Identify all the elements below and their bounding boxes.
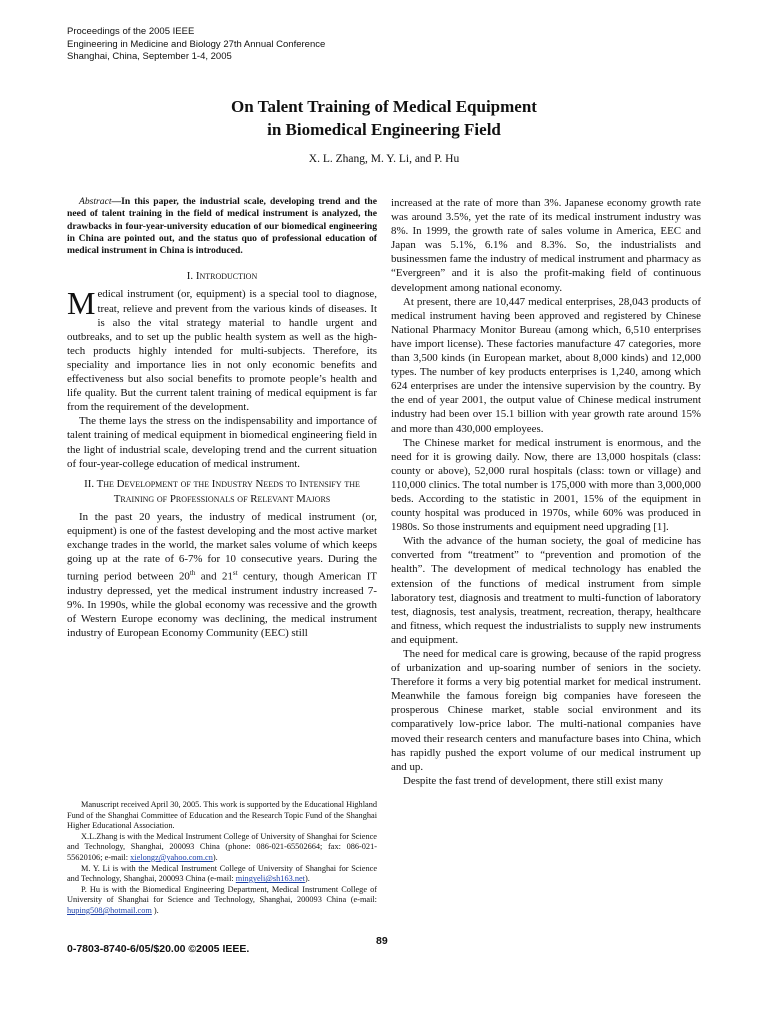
intro-paragraph-2: The theme lays the stress on the indispensability and importance of talent training of medical equipment in biomedical engineering field in the light of industrial scale, developing trend and the current situation of four-year-college education of medical instrument. (67, 415, 377, 470)
header-line-3: Shanghai, China, September 1-4, 2005 (67, 51, 232, 62)
right-column (391, 196, 701, 788)
title-line-1: On Talent Training of Medical Equipment (231, 97, 537, 116)
right-paragraph-5: The need for medical care is growing, because of the rapid progress of urbanization and up-soaring number of seniors in the society. Therefore it forms a very big potential market for medical instrument. Meanwhile the famous foreign big companies have foreseen the prosperous Chinese market, stable social environment and its comparatively low-price labor. The multi-national companies have moved their research centers and manufacture bases into China, which has rapidly pushed the export volume of our medical instrument up and up. (391, 648, 701, 773)
footnote-li (67, 864, 377, 885)
right-paragraph-3: The Chinese market for medical instrument is enormous, and the need for it is growing daily. Now, there are 13,000 hospitals (class: county or above), 52,000 rural hospitals (class: town or village) and 110,000 clinics. The total number is 175,000 with more than 3,000,000 beds. According to the statistic in 2001, 15% of the equipment in county hospital was produced in 1970s, while 60% was produced in 1980s. So those instruments and equipment need upgrading [1]. (391, 436, 701, 534)
drop-cap: M (67, 285, 96, 322)
development-paragraph-1 (67, 510, 377, 640)
email-link-zhang[interactable]: xielongz@yahoo.com.cn (130, 852, 213, 862)
left-column (67, 196, 377, 640)
footnote-zhang-text: X.L.Zhang is with the Medical Instrument College of University of Shanghai for Science and Technology, Shanghai, 200093 China (phone: 086-021-65502664; fax: 086-021-55620106; e-mail: (67, 831, 377, 862)
author-list: X. L. Zhang, M. Y. Li, and P. Hu (308, 153, 460, 165)
dev-text-a: In the past 20 years, the industry of medical instrument (or, equipment) is one of the fastest developing and the most active market exchange trades in the world, the market sales volume of which keeps going up at the rate of 6-7% for 10 consecutive years. During the turning period between 20 (67, 510, 377, 583)
section-heading-introduction: I. Introduction (186, 270, 258, 283)
footnote-manuscript: Manuscript received April 30, 2005. This work is supported by the Educational Highland Fund of the Shanghai Committee of Education and the Research Topic Fund of the Shanghai Higher Educational Association. (67, 800, 377, 831)
dev-text-b: and 21 (195, 570, 233, 583)
footnote-hu-end: ). (151, 905, 159, 915)
footnote-zhang-end: ). (212, 852, 218, 862)
abstract-label: Abstract (79, 196, 112, 207)
section-heading-development: II. The Development of the Industry Needs to Intensify the Training of Professionals of Relevant Majors (84, 477, 360, 505)
title-line-2: in Biomedical Engineering Field (267, 120, 501, 139)
right-paragraph-2: At present, there are 10,447 medical enterprises, 28,043 products of medical instrument having been approved and registered by Chinese National Pharmacy Monitor Bureau (among which, 6,510 enterprises have import license). These factories manufacture 47 categories, more than 3,500 kinds (in European market, about 8,000 kinds) and 12,000 types. The number of key products enterprises is 1,240, among which 624 enterprises are under the intensive supervision by the country. By the end of year 2001, the output value of Chinese medical instrument industry had been over 15.1 billion with year growth rate around 15% and more than 430,000 employees. (391, 295, 701, 435)
paper-title (0, 95, 768, 141)
footnote-li-end: ). (304, 874, 310, 884)
dev-sup-1: th (189, 569, 196, 578)
footnote-hu (67, 885, 377, 917)
right-paragraph-4: With the advance of the human society, the goal of medicine has converted from “treatment” to “prevention and promotion of the health”. The development of medical technology has enabled the extension of the functions of medical instrument from simple laboratory test, diagnosis and treatment to multi-function of laboratory test, diagnosis, test analysis, treatment, recreation, therapy, healthcare and fitness, which request the industrialists to supply new instruments and equipment. (391, 535, 701, 646)
abstract (67, 196, 377, 257)
issn-copyright: 0-7803-8740-6/05/$20.00 ©2005 IEEE. (67, 943, 250, 955)
footnote-zhang (67, 832, 377, 864)
intro-paragraph-1 (67, 287, 377, 414)
proceedings-header (67, 26, 325, 64)
right-paragraph-1: increased at the rate of more than 3%. Japanese economy growth rate was around 3.5%, yet the rate of its medical instrument industry was 8%. In 1999, the growth rate of sales volume in America, EEC and Japan was 5.1%, 6.1% and 8.3%. So, the industrialists and businessmen fame the industry of medical instrument and pharmacy as “Evergreen” and it is also the profit-making field of continuous development among national economy. (391, 197, 701, 294)
dev-text-c: century, though American IT industry depressed, yet the medical instrument industry increased 7-9%. In 1990s, while the global economy was recessive and the growth of Western Europe economy was declining, the medical instrument industry of European Economy Community (EEC) still (67, 570, 377, 640)
header-line-2: Engineering in Medicine and Biology 27th Annual Conference (67, 38, 326, 50)
header-line-1: Proceedings of the 2005 IEEE (67, 26, 195, 37)
right-paragraph-6: Despite the fast trend of development, there still exist many (403, 774, 664, 787)
dev-sup-2: st (232, 569, 238, 578)
abstract-text: —In this paper, the industrial scale, developing trend and the need of talent training in the field of medical instrument is analyzed, the drawbacks in four-year-university education of our biomedical engineering in China are pointed out, and the status quo of professional education of medical instrument in China is introduced. (67, 196, 377, 257)
footnote-li-text: M. Y. Li is with the Medical Instrument College of University of Shanghai for Science and Technology, Shanghai, 200093 China (e-mail: (67, 863, 377, 884)
email-link-hu[interactable]: huping508@hotmail.com (67, 905, 152, 915)
intro-paragraph-1-text: edical instrument (or, equipment) is a special tool to diagnose, treat, relieve and prevent from the various kinds of diseases. It is also the vital strategy material to handle urgent and outbreaks, and to set up the public health system as well as the high-tech products highly intended for multi-subjects. Therefore, its speciality and importance lies in not only economic benefits and effectiveness but also social benefits to promote people’s health and life quality. But the current talent training of medical equipment is far from the requirement of the development. (67, 288, 377, 414)
footnotes (67, 799, 377, 917)
footnote-hu-text: P. Hu is with the Biomedical Engineering Department, Medical Instrument College of University of Shanghai for Science and Technology, Shanghai, 200093 China (e-mail: (67, 884, 377, 905)
page-number: 89 (376, 935, 388, 947)
email-link-li[interactable]: mingyeli@sh163.net (235, 874, 305, 884)
